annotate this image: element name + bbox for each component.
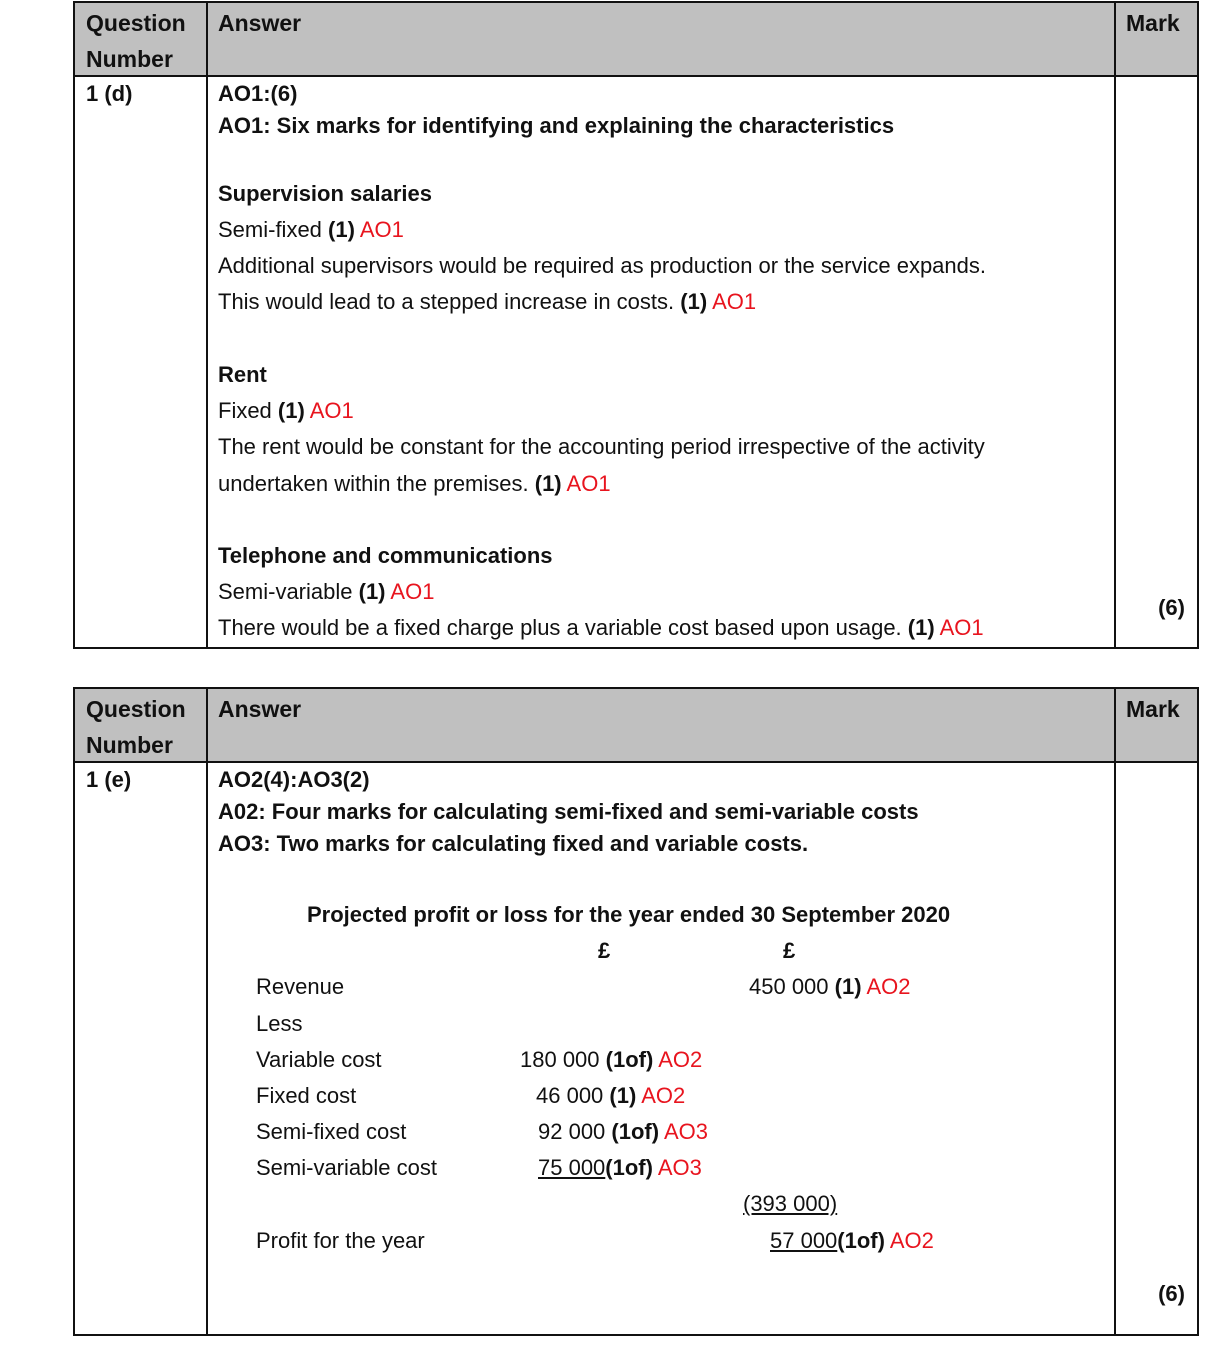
mark-value: (1of) [605, 1047, 654, 1072]
mark-value: (1) [834, 974, 862, 999]
ao-tag: AO3 [657, 1155, 702, 1180]
row-label-profit: Profit for the year [256, 1228, 425, 1253]
row-label-variable: Variable cost [256, 1047, 382, 1072]
header-answer: Answer [218, 10, 302, 36]
mark-value: (1) [358, 579, 386, 604]
section-title: Rent [218, 362, 267, 387]
ao-description: AO1: Six marks for identifying and explaining the characteristics [218, 113, 895, 138]
header-mark: Mark [1126, 696, 1180, 722]
row-value-revenue [749, 970, 910, 1004]
header-number-label: Number [86, 46, 173, 72]
ao-tag: AO2 [889, 1228, 934, 1253]
row-value-fixed [536, 1079, 685, 1113]
cost-type: Semi-fixed [218, 217, 322, 242]
mark-scheme-table-1e [73, 687, 1199, 1336]
explanation-line [218, 467, 611, 501]
mark-scheme-table-1d [73, 1, 1199, 649]
header-answer: Answer [218, 696, 302, 722]
ao-tag: AO1 [390, 579, 435, 604]
question-number: 1 (d) [86, 81, 133, 106]
explanation-line: The rent would be constant for the accounting period irrespective of the activity [218, 434, 985, 459]
total-mark: (6) [1158, 1281, 1185, 1306]
explanation-text: There would be a fixed charge plus a variable cost based upon usage. [218, 615, 902, 640]
cost-type-line [218, 213, 404, 247]
currency-header: £ [783, 938, 796, 963]
explanation-line: Additional supervisors would be required as production or the service expands. [218, 253, 986, 278]
mark-value: (1) [534, 471, 562, 496]
amount: 57 000 [770, 1228, 838, 1253]
header-question-label: Question [86, 10, 186, 36]
ao-summary: AO2(4):AO3(2) [218, 767, 370, 792]
mark-value: (1) [609, 1083, 637, 1108]
row-label-less: Less [256, 1011, 303, 1036]
ao-tag: AO3 [663, 1119, 709, 1144]
column-divider [206, 689, 208, 1334]
amount: 180 000 [520, 1047, 600, 1072]
cost-type-line [218, 575, 434, 609]
header-mark: Mark [1126, 10, 1180, 36]
mark-value: (1) [277, 398, 305, 423]
row-label-semi-variable: Semi-variable cost [256, 1155, 437, 1180]
explanation-line [218, 285, 756, 319]
header-question-label: Question [86, 696, 186, 722]
section-title: Supervision salaries [218, 181, 432, 206]
ao-tag: AO1 [712, 289, 757, 314]
total-mark: (6) [1158, 595, 1185, 620]
header-question-number [86, 5, 186, 77]
mark-value: (1of) [611, 1119, 660, 1144]
mark-value: (1of) [605, 1155, 653, 1180]
ao-tag: AO1 [359, 217, 404, 242]
row-value-semi-fixed [538, 1115, 708, 1149]
explanation-line [218, 611, 984, 645]
amount: 92 000 [538, 1119, 606, 1144]
section-title: Telephone and communications [218, 543, 553, 568]
mark-value: (1of) [837, 1228, 885, 1253]
amount: 450 000 [749, 974, 829, 999]
mark-value: (1) [907, 615, 935, 640]
ao-tag: AO2 [658, 1047, 703, 1072]
cost-type-line [218, 394, 354, 428]
table-header [75, 3, 1197, 77]
row-value-variable [520, 1043, 702, 1077]
column-divider [1114, 689, 1116, 1334]
question-number: 1 (e) [86, 767, 132, 792]
table-header [75, 689, 1197, 763]
row-label-fixed: Fixed cost [256, 1083, 357, 1108]
ao-tag: AO1 [939, 615, 984, 640]
column-divider [1114, 3, 1116, 647]
header-question-number [86, 691, 186, 763]
row-value-profit [770, 1224, 934, 1258]
row-value-semi-variable [538, 1151, 702, 1185]
row-label-semi-fixed: Semi-fixed cost [256, 1119, 407, 1144]
mark-value: (1) [680, 289, 708, 314]
total-costs: (393 000) [743, 1191, 838, 1216]
cost-type: Fixed [218, 398, 272, 423]
amount: 46 000 [536, 1083, 604, 1108]
row-label-revenue: Revenue [256, 974, 345, 999]
mark-value: (1) [328, 217, 355, 242]
currency-header: £ [598, 938, 611, 963]
ao-tag: AO1 [566, 471, 611, 496]
explanation-text: This would lead to a stepped increase in costs. [218, 289, 675, 314]
ao-tag: AO2 [866, 974, 911, 999]
ao-description: AO3: Two marks for calculating fixed and variable costs. [218, 831, 809, 856]
column-divider [206, 3, 208, 647]
ao-summary: AO1:(6) [218, 81, 298, 106]
ao-tag: AO2 [641, 1083, 686, 1108]
header-number-label: Number [86, 732, 173, 758]
statement-title: Projected profit or loss for the year ended 30 September 2020 [307, 902, 951, 927]
ao-tag: AO1 [309, 398, 354, 423]
amount: 75 000 [538, 1155, 606, 1180]
cost-type: Semi-variable [218, 579, 353, 604]
ao-description: A02: Four marks for calculating semi-fixed and semi-variable costs [218, 799, 919, 824]
explanation-text: undertaken within the premises. [218, 471, 529, 496]
